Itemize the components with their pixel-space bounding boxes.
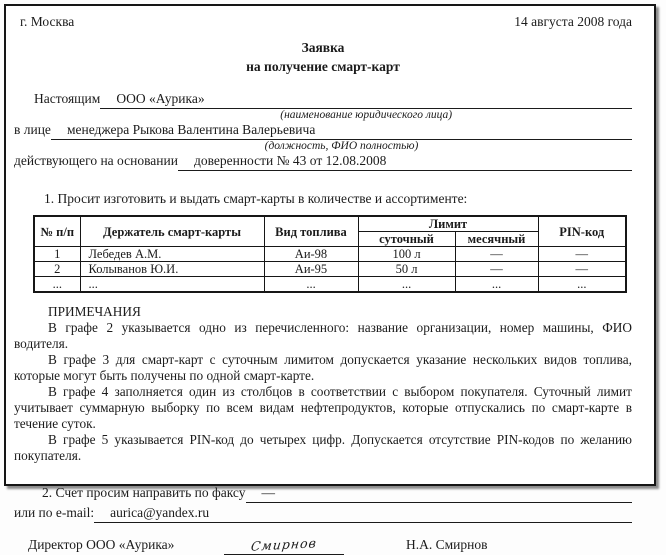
cell-limit-daily: 50 л (358, 262, 455, 277)
director-title: Директор ООО «Аурика» (28, 537, 175, 552)
fax-line (14, 485, 632, 503)
table-row (34, 277, 626, 293)
cell-num: 1 (34, 247, 80, 262)
signer-name: Н.А. Смирнов (406, 537, 488, 552)
organization-value: ООО «Аурика» (116, 91, 205, 106)
fax-label: 2. Счет просим направить по факсу (42, 485, 246, 500)
cell-limit-daily: ... (358, 277, 455, 293)
smart-card-table (33, 215, 627, 293)
notes-heading: ПРИМЕЧАНИЯ (48, 304, 141, 319)
basis-line (14, 153, 632, 171)
cell-num: 2 (34, 262, 80, 277)
email-field (94, 505, 632, 523)
document-title (14, 38, 632, 76)
cell-fuel: Аи-98 (264, 247, 358, 262)
email-line (14, 505, 632, 523)
note-paragraph: В графе 2 указывается одно из перечисленного: название организации, номер машины, ФИО водителя. (14, 320, 632, 351)
table-row (34, 247, 626, 262)
cell-limit-daily: 100 л (358, 247, 455, 262)
email-value: aurica@yandex.ru (110, 505, 210, 520)
col-header-holder: Держатель смарт-карты (80, 216, 264, 247)
table-row (34, 262, 626, 277)
signature-autograph: Смирнов (250, 535, 318, 554)
title-line-2: на получение смарт-карт (246, 59, 400, 74)
cell-limit-monthly: — (455, 247, 538, 262)
representative-caption: (должность, ФИО полностью) (264, 140, 419, 152)
cell-num: ... (34, 277, 80, 293)
col-header-limit-monthly: месячный (455, 232, 538, 247)
cell-pin: ... (538, 277, 626, 293)
cell-holder: Лебедев А.М. (80, 247, 264, 262)
cell-holder: Колыванов Ю.И. (80, 262, 264, 277)
organization-label: Настоящим (34, 91, 101, 106)
fax-field (246, 485, 633, 503)
representative-value: менеджера Рыкова Валентина Валерьевича (66, 122, 316, 137)
basis-label: действующего на основании (14, 153, 178, 168)
signature-field (224, 536, 344, 555)
note-paragraph: В графе 3 для смарт-карт с суточным лимитом допускается указание нескольких видов топлива, которые могут быть получены по одной смарт-карте. (14, 352, 632, 383)
notes-section (14, 304, 632, 464)
application-document (4, 4, 656, 554)
representative-field (51, 122, 632, 152)
table-header-row-1 (34, 216, 626, 232)
cell-pin: — (538, 262, 626, 277)
organization-field (100, 91, 632, 121)
col-header-limit-daily: суточный (358, 232, 455, 247)
document-header-row (14, 14, 632, 29)
organization-line (14, 91, 632, 121)
basis-value: доверенности № 43 от 12.08.2008 (193, 153, 387, 168)
col-header-pin: PIN-код (538, 216, 626, 247)
cell-pin: — (538, 247, 626, 262)
representative-line (14, 122, 632, 152)
request-paragraph: 1. Просит изготовить и выдать смарт-карты в количестве и ассортименте: (44, 191, 468, 206)
email-label: или по e-mail: (14, 505, 95, 520)
basis-field (178, 153, 632, 171)
col-header-num: № п/п (34, 216, 80, 247)
fax-value: — (261, 485, 275, 500)
note-paragraph: В графе 5 указывается PIN-код до четырех цифр. Допускается отсутствие PIN-кодов по желанию покупателя. (14, 432, 632, 463)
date-label: 14 августа 2008 года (514, 14, 632, 29)
organization-caption: (наименование юридического лица) (280, 109, 453, 121)
col-header-fuel: Вид топлива (264, 216, 358, 247)
signature-row (14, 536, 632, 555)
note-paragraph: В графе 4 заполняется один из столбцов в соответствии с выбором покупателя. Суточный лимит учитывает суммарную выборку по всем видам нефтепродуктов, которые отпускались по смарт-карте в течение суток. (14, 384, 632, 431)
cell-holder: ... (80, 277, 264, 293)
invoice-delivery-block (14, 485, 632, 523)
col-header-limit: Лимит (358, 216, 538, 232)
representative-label: в лице (14, 122, 51, 137)
applicant-block (14, 91, 632, 171)
cell-fuel: ... (264, 277, 358, 293)
cell-limit-monthly: ... (455, 277, 538, 293)
city-label: г. Москва (20, 14, 75, 29)
cell-fuel: Аи-95 (264, 262, 358, 277)
cell-limit-monthly: — (455, 262, 538, 277)
title-line-1: Заявка (301, 40, 345, 55)
